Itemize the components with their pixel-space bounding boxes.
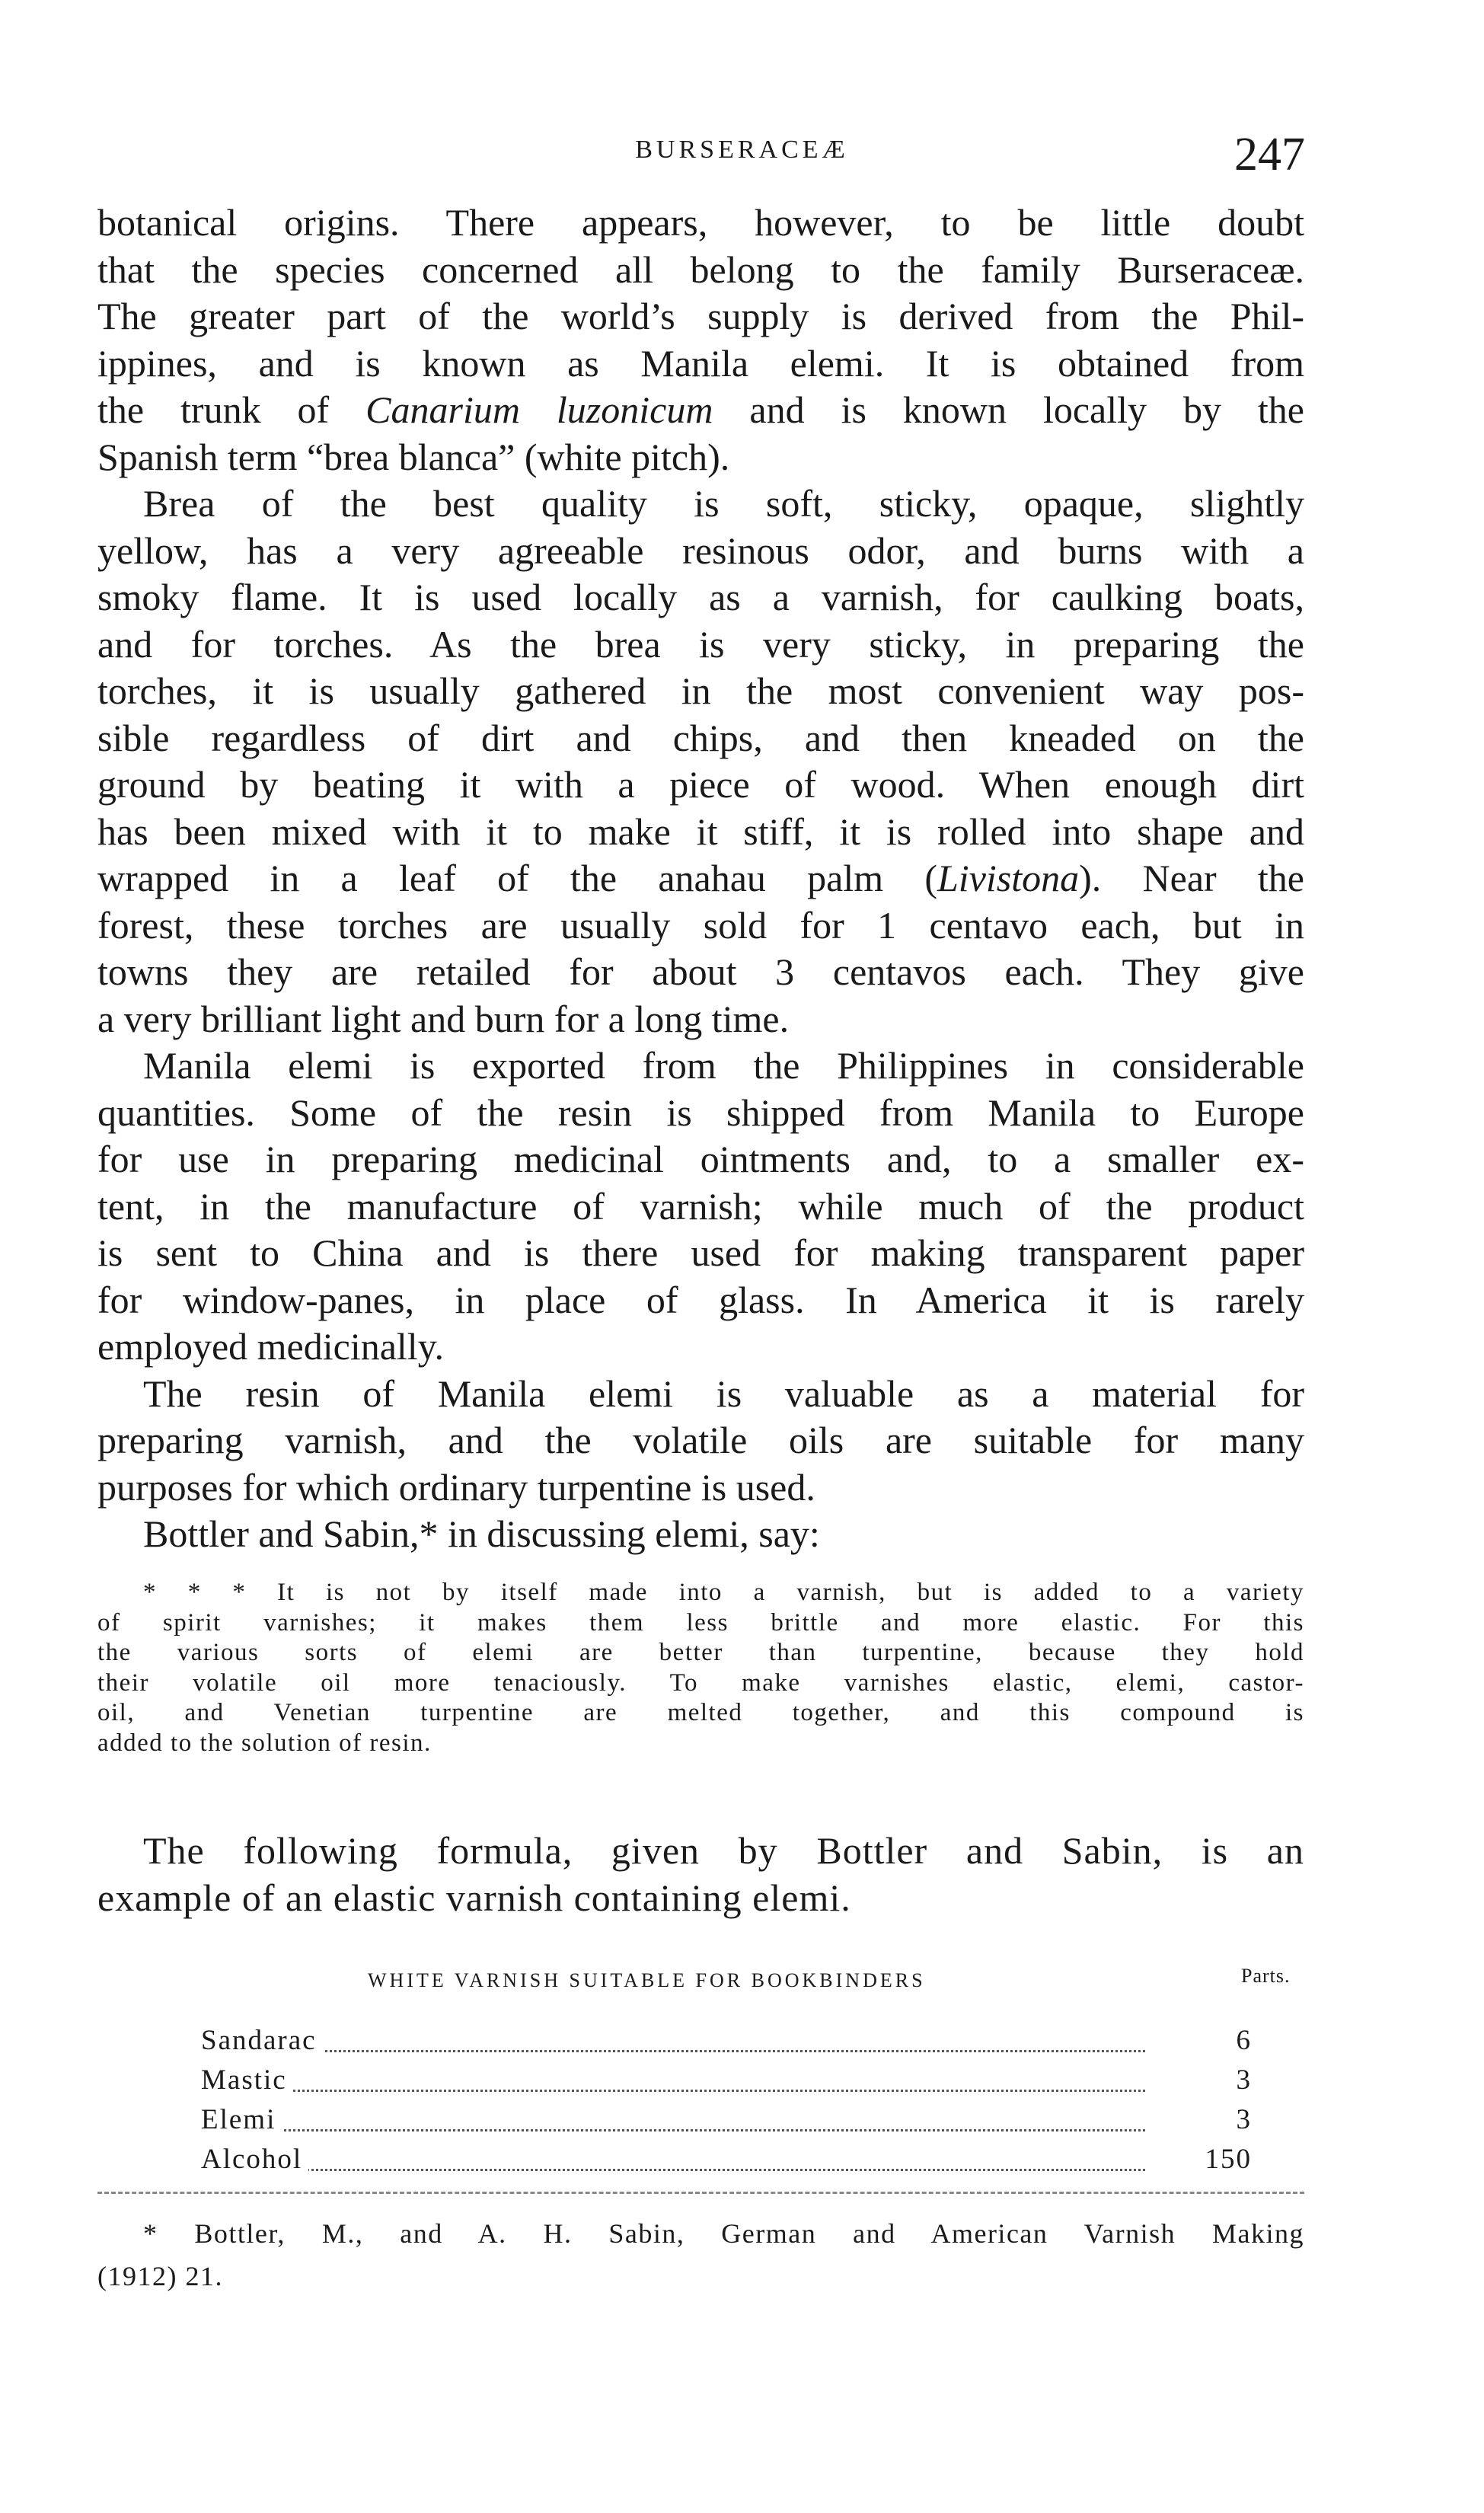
species-name: Canarium luzonicum bbox=[365, 388, 713, 431]
formula-table-header bbox=[97, 1965, 1304, 2003]
dot-leader bbox=[201, 2129, 1145, 2131]
paragraph-brea-quality-cont bbox=[97, 528, 1304, 1043]
text-line: example of an elastic varnish containing elemi. bbox=[97, 1876, 851, 1919]
text-line: The resin of Manila elemi is valuable as a material for bbox=[143, 1371, 1304, 1415]
formula-intro bbox=[97, 1828, 1304, 1921]
footnote-line: * Bottler, M., and A. H. Sabin, German and American Varnish Making bbox=[143, 2218, 1304, 2249]
quote-line: * * * It is not by itself made into a varnish, but is added to a variety bbox=[143, 1579, 1304, 1606]
text-line: The following formula, given by Bottler and Sabin, is an bbox=[143, 1829, 1304, 1872]
running-head bbox=[0, 128, 1484, 181]
ingredient-name: Mastic bbox=[201, 2064, 293, 2096]
parts-column-header: Parts. bbox=[1241, 1965, 1291, 1987]
formula-table bbox=[201, 2024, 1252, 2183]
parts-value: 6 bbox=[1236, 2025, 1252, 2056]
text-line: for use in preparing medicinal ointments and, to a smaller ex- bbox=[97, 1138, 1304, 1180]
dot-leader bbox=[201, 2050, 1145, 2052]
text-line: torches, it is usually gathered in the most convenient way pos- bbox=[97, 669, 1304, 712]
paragraph-resin-value bbox=[97, 1371, 1304, 1512]
text-line: ground by beating it with a piece of wood. When enough dirt bbox=[97, 763, 1304, 806]
text-line: a very brilliant light and burn for a long time. bbox=[97, 997, 790, 1040]
block-quote bbox=[97, 1578, 1304, 1758]
footnote bbox=[97, 2212, 1304, 2297]
table-row bbox=[201, 2143, 1252, 2183]
table-row bbox=[201, 2064, 1252, 2103]
parts-value: 150 bbox=[1205, 2144, 1252, 2175]
text-line: employed medicinally. bbox=[97, 1325, 444, 1368]
running-title: BURSERACEÆ bbox=[635, 136, 849, 164]
footnote-line: (1912) 21. bbox=[97, 2261, 223, 2291]
text-line: forest, these torches are usually sold for 1 centavo each, but in bbox=[97, 903, 1304, 947]
page-number: 247 bbox=[1234, 129, 1305, 180]
text-fragment: the trunk of bbox=[97, 388, 366, 431]
text-line: purposes for which ordinary turpentine is used. bbox=[97, 1465, 815, 1509]
quote-line: their volatile oil more tenaciously. To make varnishes elastic, elemi, castor- bbox=[97, 1668, 1304, 1697]
text-line: preparing varnish, and the volatile oils are suitable for many bbox=[97, 1419, 1304, 1461]
paragraph-brea-quality bbox=[97, 481, 1304, 528]
body-text bbox=[97, 200, 1304, 1558]
paragraph-bottler-sabin bbox=[97, 1511, 1304, 1558]
text-line: and for torches. As the brea is very sticky, in preparing the bbox=[97, 622, 1304, 666]
text-line: ippines, and is known as Manila elemi. It is obtained from bbox=[97, 341, 1304, 385]
text-line: Manila elemi is exported from the Philippines in considerable bbox=[143, 1044, 1304, 1087]
ingredient-name: Sandarac bbox=[201, 2024, 323, 2057]
table-row bbox=[201, 2103, 1252, 2143]
text-line: smoky flame. It is used locally as a varnish, for caulking boats, bbox=[97, 576, 1304, 618]
paragraph-botanical-origins bbox=[97, 200, 1304, 481]
text-line: tent, in the manufacture of varnish; while much of the product bbox=[97, 1184, 1304, 1228]
text-line: Spanish term “brea blanca” (white pitch). bbox=[97, 435, 730, 478]
text-line: towns they are retailed for about 3 centavos each. They give bbox=[97, 950, 1304, 993]
quote-line: oil, and Venetian turpentine are melted together, and this compound is bbox=[97, 1699, 1304, 1726]
paragraph-manila-elemi-export bbox=[97, 1043, 1304, 1371]
parts-value: 3 bbox=[1236, 2064, 1252, 2096]
text-line: quantities. Some of the resin is shipped from Manila to Europe bbox=[97, 1090, 1304, 1134]
table-row bbox=[201, 2024, 1252, 2064]
text-line: sible regardless of dirt and chips, and then kneaded on the bbox=[97, 716, 1304, 759]
text-fragment: and is known locally by the bbox=[713, 388, 1305, 431]
table-title: WHITE VARNISH SUITABLE FOR BOOKBINDERS bbox=[368, 1969, 926, 1991]
quote-line: added to the solution of resin. bbox=[97, 1729, 432, 1757]
text-line: has been mixed with it to make it stiff, it is rolled into shape and bbox=[97, 809, 1304, 853]
quote-line: the various sorts of elemi are better than turpentine, because they hold bbox=[97, 1639, 1304, 1666]
text-line: botanical origins. There appears, however, to be little doubt bbox=[97, 201, 1304, 244]
text-line bbox=[97, 387, 1304, 434]
ingredient-name: Elemi bbox=[201, 2103, 282, 2136]
dot-leader bbox=[201, 2169, 1145, 2171]
footnote-divider bbox=[97, 2192, 1304, 2194]
text-fragment: wrapped in a leaf of the anahau palm ( bbox=[97, 857, 937, 899]
text-fragment: ). Near the bbox=[1079, 857, 1304, 899]
dot-leader bbox=[201, 2090, 1145, 2092]
quote-line: of spirit varnishes; it makes them less brittle and more elastic. For this bbox=[97, 1608, 1304, 1636]
text-line: is sent to China and is there used for making transparent paper bbox=[97, 1231, 1304, 1274]
parts-value: 3 bbox=[1236, 2104, 1252, 2135]
text-line: The greater part of the world’s supply is derived from the Phil- bbox=[97, 295, 1304, 337]
text-line: yellow, has a very agreeable resinous odor, and burns with a bbox=[97, 528, 1304, 572]
ingredient-name: Alcohol bbox=[201, 2143, 308, 2176]
text-line: Brea of the best quality is soft, sticky, opaque, slightly bbox=[143, 482, 1304, 525]
text-line: that the species concerned all belong to the family Burseraceæ. bbox=[97, 247, 1304, 291]
text-line: Bottler and Sabin,* in discussing elemi, say: bbox=[143, 1512, 820, 1555]
genus-name: Livistona bbox=[937, 857, 1080, 899]
text-line: for window-panes, in place of glass. In America it is rarely bbox=[97, 1278, 1304, 1321]
text-line bbox=[97, 855, 1304, 902]
